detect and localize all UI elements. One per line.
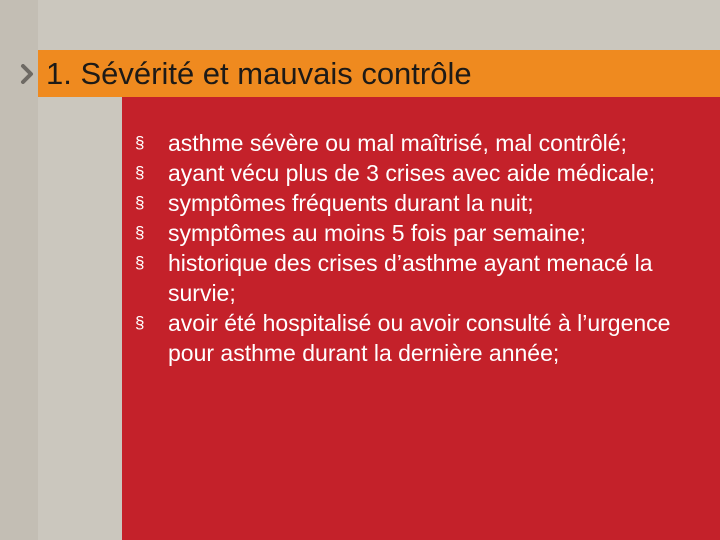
slide-title: 1. Sévérité et mauvais contrôle: [46, 56, 472, 91]
bullet-text: symptômes au moins 5 fois par semaine;: [168, 220, 587, 246]
list-item: [135, 308, 695, 368]
bullet-marker: §: [135, 193, 145, 212]
bullet-marker: §: [135, 163, 145, 182]
list-item: [135, 128, 695, 158]
bullet-list: [135, 128, 695, 368]
bullet-marker: §: [135, 223, 145, 242]
list-item: [135, 248, 695, 308]
list-item: [135, 158, 695, 188]
bullet-marker: §: [135, 253, 145, 272]
list-item: [135, 218, 695, 248]
chevron-right-icon: [20, 64, 36, 84]
bullet-text: ayant vécu plus de 3 crises avec aide médicale;: [168, 160, 656, 186]
bullet-text: asthme sévère ou mal maîtrisé, mal contrôlé;: [168, 130, 627, 156]
bullet-text: historique des crises d’asthme ayant menacé la survie;: [168, 250, 653, 306]
list-item: [135, 188, 695, 218]
bullet-text: avoir été hospitalisé ou avoir consulté à l’urgence pour asthme durant la dernière année;: [168, 310, 671, 366]
bullet-marker: §: [135, 133, 145, 152]
bullet-text: symptômes fréquents durant la nuit;: [168, 190, 534, 216]
bullet-marker: §: [135, 313, 145, 332]
